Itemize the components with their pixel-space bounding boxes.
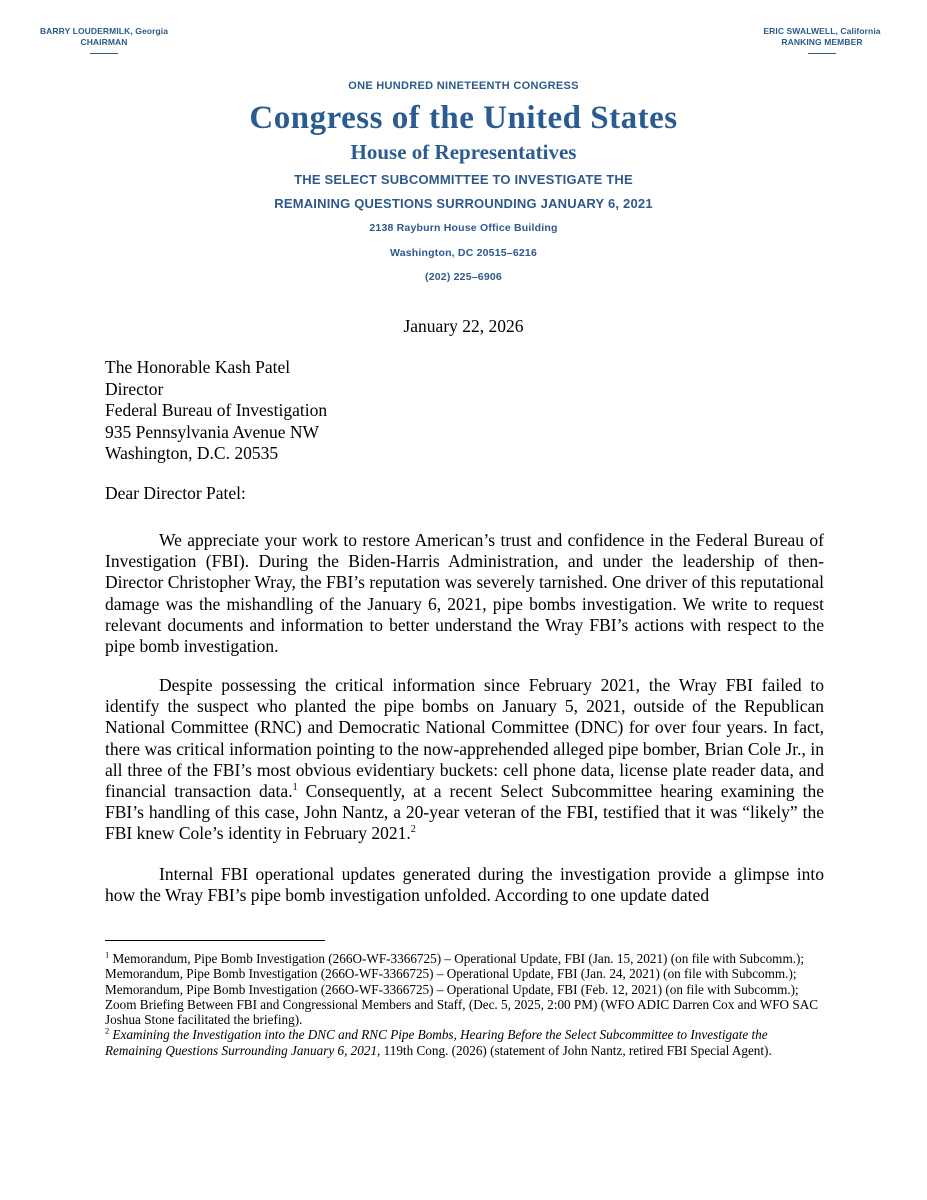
footnote-separator [105, 940, 325, 941]
footnote-1 [105, 951, 824, 1027]
footnote-text: Memorandum, Pipe Bomb Investigation (266O-WF-3366725) – Operational Update, FBI (Jan. 15, 2021) (on file with Subcomm.); Memorandum, Pipe Bomb Investigation (266O-WF-3366725) – Operational Update, FBI (Jan. 24, 2021) (on file with Subcomm.); Memorandum, Pipe Bomb Investigation (266O-WF-3366725) – Operational Update, FBI (Feb. 12, 2021) (on file with Subcomm.); Zoom Briefing Between FBI and Congressional Members and Staff, (Dec. 5, 2025, 2:00 PM) (WFO ADIC Darren Cox and WFO SAC Joshua Stone facilitated the briefing). [105, 951, 819, 1028]
ranking-member-name: ERIC SWALWELL, California [763, 26, 881, 36]
office-phone: (202) 225–6906 [425, 271, 502, 283]
office-address-line-2: Washington, DC 20515–6216 [390, 246, 537, 259]
chairman-name: BARRY LOUDERMILK, Georgia [39, 26, 169, 36]
subcommittee-line-1: THE SELECT SUBCOMMITTEE TO INVESTIGATE THE [294, 172, 633, 187]
addressee-line: 935 Pennsylvania Avenue NW [105, 421, 320, 442]
letterhead [0, 80, 927, 290]
body-paragraph-1: We appreciate your work to restore American’s trust and confidence in the Federal Bureau of Investigation (FBI). During the Biden-Harris Administration, and under the leadership of then-Director Christopher Wray, the FBI’s reputation was severely tarnished. One driver of this reputational damage was the mishandling of the January 6, 2021, pipe bombs investigation. We write to request relevant documents and information to better understand the Wray FBI’s actions with respect to the pipe bomb investigation. [105, 530, 824, 657]
office-address-line-1: 2138 Rayburn House Office Building [369, 222, 558, 234]
ranking-member-title: RANKING MEMBER [781, 37, 863, 47]
paragraph-text: Despite possessing the critical information since February 2021, the Wray FBI failed to identify the suspect who planted the pipe bombs on January 5, 2021, outside of the Republican National Committee (RNC) and Democratic National Committee (DNC) for over four years. In fact, there was critical information pointing to the now-apprehended alleged pipe bomber, Brian Cole Jr., in all three of the FBI’s most obvious evidentiary buckets: cell phone data, license plate reader data, and financial transaction data. [105, 675, 824, 802]
footnote-2 [105, 1027, 824, 1058]
addressee-line: Federal Bureau of Investigation [105, 400, 328, 420]
body-paragraph-3: Internal FBI operational updates generated during the investigation provide a glimpse into how the Wray FBI’s pipe bomb investigation unfolded. According to one update dated [105, 864, 824, 906]
body-paragraph-2 [105, 675, 824, 845]
footnote-text: , 119th Cong. (2026) (statement of John Nantz, retired FBI Special Agent). [377, 1042, 772, 1058]
footnote-number: 2 [105, 1026, 110, 1037]
footnote-number: 1 [105, 949, 110, 960]
chairman-title: CHAIRMAN [80, 37, 128, 47]
subcommittee-line-2: REMAINING QUESTIONS SURROUNDING JANUARY 6, 2021 [274, 196, 653, 211]
letterhead-title: Congress of the United States [249, 100, 678, 136]
paragraph-text: Consequently, at a recent Select Subcommittee hearing examining the FBI’s handling of this case, John Nantz, a 20-year veteran of the FBI, testified that it was “likely” the FBI knew Cole’s identity in February 2021. [105, 781, 825, 844]
ranking-member-block [756, 26, 888, 54]
addressee-line: The Honorable Kash Patel [105, 357, 291, 377]
addressee-block [105, 357, 327, 465]
footnotes [105, 951, 824, 1058]
ranking-member-rule [808, 53, 836, 54]
footnote-citation-title: Examining the Investigation into the DNC and RNC Pipe Bombs, Hearing Before the Select Subcommittee to Investigate the Remaining Questions Surrounding January 6, 2021 [105, 1027, 768, 1058]
chairman-block [36, 26, 172, 54]
addressee-line: Director [105, 378, 164, 399]
addressee-line: Washington, D.C. 20535 [105, 443, 279, 463]
footnote-ref-2: 2 [410, 824, 416, 836]
salutation: Dear Director Patel: [105, 483, 246, 503]
congress-number: ONE HUNDRED NINETEENTH CONGRESS [348, 80, 579, 92]
chairman-rule [90, 53, 118, 54]
letter-date: January 22, 2026 [403, 316, 524, 336]
letterhead-house: House of Representatives [350, 140, 577, 164]
footnote-ref-1: 1 [292, 782, 298, 794]
